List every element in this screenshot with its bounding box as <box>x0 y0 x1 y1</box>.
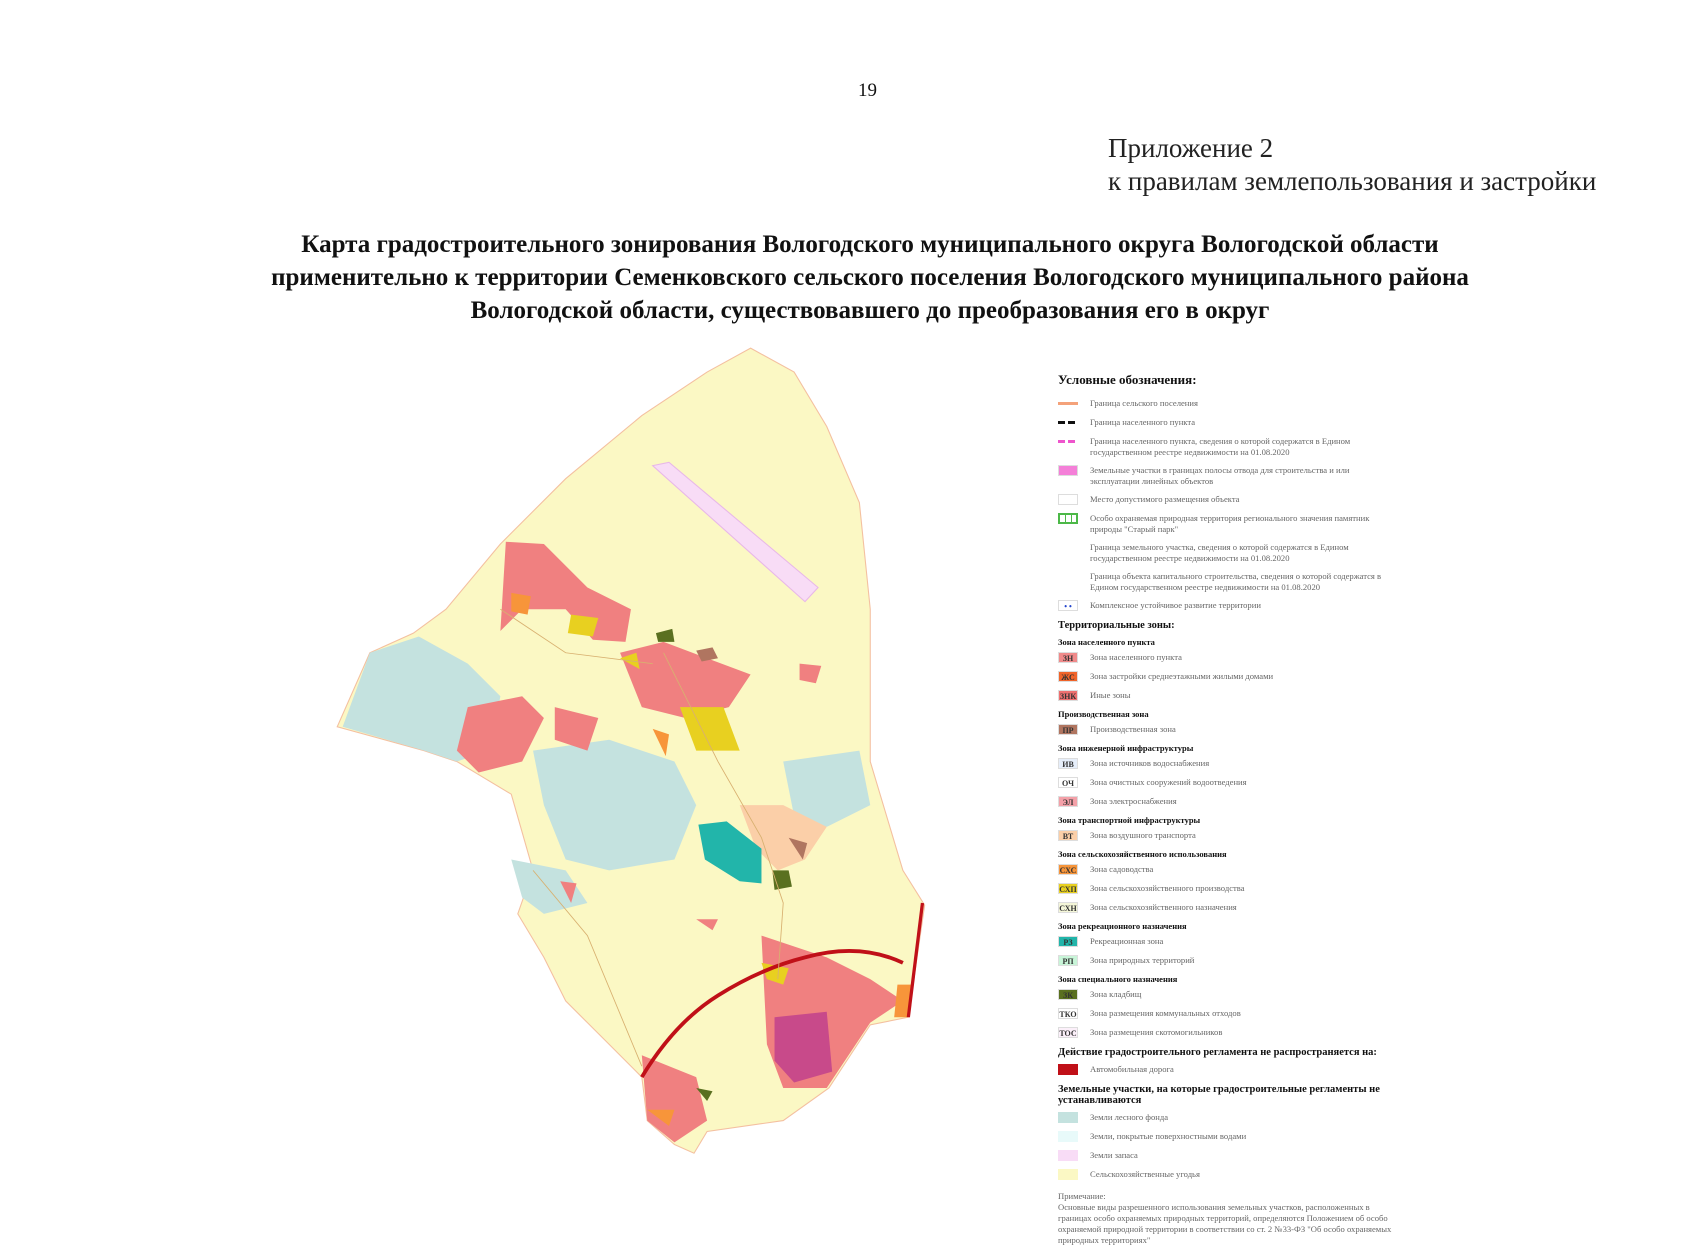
line-symbol-icon <box>1058 436 1078 447</box>
title-line2: применительно к территории Семенковского сельского поселения Вологодского муниципального района <box>271 264 1469 291</box>
legend-item <box>1058 1112 1398 1124</box>
legend-label: Производственная зона <box>1090 724 1176 734</box>
legend-label: Земли запаса <box>1090 1150 1138 1160</box>
legend-item <box>1058 864 1398 876</box>
zone-group-title: Зона сельскохозяйственного использования <box>1058 849 1227 859</box>
legend-label: Граница населенного пункта <box>1090 417 1196 427</box>
zone-swatch-icon: РЗ <box>1058 936 1078 947</box>
zone-swatch-icon: СХН <box>1059 904 1077 913</box>
legend-label: Рекреационная зона <box>1090 936 1164 946</box>
legend-label: Граница земельного участка, сведения о которой содержатся в Едином государственном реестре недвижимости на 01.08.2020 <box>1090 542 1349 563</box>
legend-heading: Условные обозначения: <box>1058 372 1197 387</box>
legend-item <box>1058 1008 1398 1020</box>
legend-label: Зона сельскохозяйственного производства <box>1090 883 1245 893</box>
legend-label: Автомобильная дорога <box>1090 1064 1174 1074</box>
legend-label: Зона очистных сооружений водоотведения <box>1090 777 1247 787</box>
legend-label: Зона кладбищ <box>1090 989 1142 999</box>
zone-swatch-icon: ЗК <box>1058 989 1078 1000</box>
legend-item <box>1058 989 1398 1001</box>
note-title: Примечание: <box>1058 1191 1106 1201</box>
legend-item <box>1058 777 1398 789</box>
legend-item <box>1058 398 1398 410</box>
legend-label: Зона электроснабжения <box>1090 796 1177 806</box>
legend-label: Сельскохозяйственные угодья <box>1090 1169 1200 1179</box>
legend-label: Зона источников водоснабжения <box>1090 758 1210 768</box>
note-text: Основные виды разрешенного использования земельных участков, расположенных в границах особо охраняемых природных территорий, определяются Положением об особо охраняемой природной территории в соответствии со ст. 2 №33-ФЗ "Об особо охраняемых природных территориях" <box>1058 1202 1392 1245</box>
zone-swatch-icon: ИВ <box>1058 758 1078 769</box>
legend-item <box>1058 417 1398 429</box>
legend-item <box>1058 830 1398 842</box>
legend-item <box>1058 1064 1398 1076</box>
legend-item <box>1058 883 1398 895</box>
zone-swatch-icon: СХП <box>1059 885 1077 894</box>
legend-item <box>1058 494 1398 506</box>
legend-item <box>1058 690 1398 702</box>
legend-item <box>1058 936 1398 948</box>
legend-label: Комплексное устойчивое развитие территории <box>1090 600 1261 610</box>
zone-swatch-icon: ВТ <box>1058 830 1078 841</box>
zone-group-title: Зона рекреационного назначения <box>1058 921 1187 931</box>
swatch-icon <box>1058 1150 1078 1161</box>
legend-item <box>1058 542 1398 564</box>
legend-note <box>1058 1191 1398 1246</box>
legend-label: Зона садоводства <box>1090 864 1154 874</box>
swatch-icon <box>1058 494 1078 505</box>
legend-item <box>1058 758 1398 770</box>
title-line1: Карта градостроительного зонирования Вологодского муниципального округа Вологодской области <box>301 231 1439 258</box>
zone-group-title: Производственная зона <box>1058 709 1149 719</box>
legend-no-regulation <box>1058 1064 1398 1076</box>
legend-label: Зона сельскохозяйственного назначения <box>1090 902 1237 912</box>
appendix-line2: к правилам землепользования и застройки <box>1108 166 1597 196</box>
legend-item <box>1058 955 1398 967</box>
legend-item <box>1058 671 1398 683</box>
swatch-icon <box>1058 571 1078 582</box>
no-regulation-heading: Действие градостроительного регламента не распространяется на: <box>1058 1047 1377 1058</box>
legend-label: Зона размещения коммунальных отходов <box>1090 1008 1241 1018</box>
zone-swatch-icon: ТКО <box>1059 1010 1077 1019</box>
legend-zone-groups <box>1058 637 1398 1039</box>
legend-item <box>1058 1169 1398 1181</box>
legend-label: Земельные участки в границах полосы отвода для строительства и или эксплуатации линейных объектов <box>1090 465 1350 486</box>
legend-not-established <box>1058 1112 1398 1181</box>
legend-label: Земли лесного фонда <box>1090 1112 1169 1122</box>
zone-swatch-icon: СХС <box>1059 866 1077 875</box>
zone-swatch-icon: ПР <box>1058 724 1078 735</box>
zone-swatch-icon: РП <box>1058 955 1078 966</box>
zone-swatch-icon: ЭЛ <box>1058 796 1078 807</box>
zone-swatch-icon: ЖС <box>1058 671 1078 682</box>
line-symbol-icon <box>1058 398 1078 409</box>
legend-item <box>1058 465 1398 487</box>
legend-item <box>1058 513 1398 535</box>
swatch-icon <box>1058 465 1078 476</box>
legend-item <box>1058 724 1398 736</box>
swatch-icon <box>1058 513 1078 524</box>
swatch-icon <box>1058 1064 1078 1075</box>
legend-label: Зона населенного пункта <box>1090 652 1182 662</box>
zones-heading: Территориальные зоны: <box>1058 620 1175 631</box>
appendix-line1: Приложение 2 <box>1108 133 1274 163</box>
zone-group-title: Зона транспортной инфраструктуры <box>1058 815 1201 825</box>
legend-label: Зона размещения скотомогильников <box>1090 1027 1223 1037</box>
zone-group-title: Зона инженерной инфраструктуры <box>1058 743 1194 753</box>
legend-item <box>1058 600 1398 612</box>
legend-item <box>1058 436 1398 458</box>
legend-item <box>1058 796 1398 808</box>
legend-label: Граница сельского поселения <box>1090 398 1198 408</box>
swatch-icon <box>1058 1112 1078 1123</box>
legend-label: Граница объекта капитального строительства, сведения о которой содержатся в Едином государственном реестре недвижимости на 01.08.2020 <box>1090 571 1382 592</box>
map-legend <box>1058 372 1398 1246</box>
legend-label: Особо охраняемая природная территория регионального значения памятник природы "Старый парк" <box>1090 513 1370 534</box>
legend-label: Иные зоны <box>1090 690 1131 700</box>
line-symbol-icon <box>1058 417 1078 428</box>
title-line3: Вологодской области, существовавшего до преобразования его в округ <box>470 297 1270 324</box>
legend-item <box>1058 1131 1398 1143</box>
legend-item <box>1058 652 1398 664</box>
swatch-icon <box>1058 1131 1078 1142</box>
legend-item <box>1058 1150 1398 1162</box>
swatch-icon <box>1058 1169 1078 1180</box>
page-number: 19 <box>858 80 877 101</box>
zone-swatch-icon: ОЧ <box>1058 777 1078 788</box>
legend-label: Зона воздушного транспорта <box>1090 830 1196 840</box>
legend-lines <box>1058 398 1398 612</box>
zone-swatch-icon: ЗНК <box>1059 692 1077 701</box>
legend-item <box>1058 1027 1398 1039</box>
legend-label: Земли, покрытые поверхностными водами <box>1090 1131 1247 1141</box>
legend-item <box>1058 902 1398 914</box>
legend-label: Зона застройки среднеэтажными жилыми домами <box>1090 671 1274 681</box>
zone-swatch-icon: ЗН <box>1058 652 1078 663</box>
legend-label: Место допустимого размещения объекта <box>1090 494 1240 504</box>
legend-label: Граница населенного пункта, сведения о которой содержатся в Едином государственном реестре недвижимости на 01.08.2020 <box>1090 436 1351 457</box>
zone-swatch-icon: ТОС <box>1059 1029 1077 1038</box>
zone-group-title: Зона специального назначения <box>1058 974 1178 984</box>
swatch-icon: • • <box>1058 600 1078 611</box>
legend-label: Зона природных территорий <box>1090 955 1195 965</box>
not-established-heading: Земельные участки, на которые градостроительные регламенты не устанавливаются <box>1058 1084 1380 1106</box>
swatch-icon <box>1058 542 1078 553</box>
zone-group-title: Зона населенного пункта <box>1058 637 1155 647</box>
legend-item <box>1058 571 1398 593</box>
